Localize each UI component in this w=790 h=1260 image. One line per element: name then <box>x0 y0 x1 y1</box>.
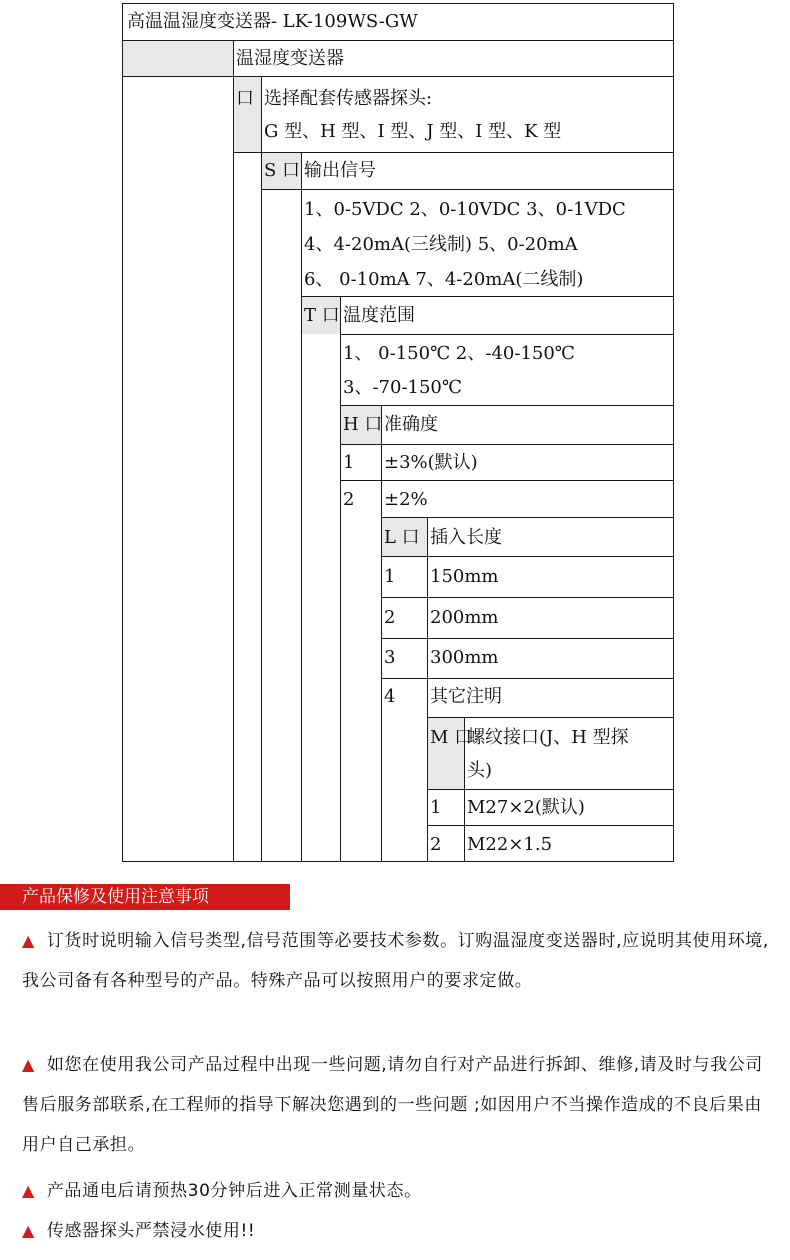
table-border <box>427 517 428 717</box>
accuracy-no: 1 <box>343 452 355 473</box>
table-border <box>381 678 674 679</box>
table-border <box>122 76 674 77</box>
warning-triangle-icon: ▲ <box>22 1055 35 1074</box>
notice-text: 传感器探头严禁浸水使用!! <box>46 1221 256 1241</box>
notice-item <box>22 921 772 1001</box>
product-title: 高温温湿度变送器- LK-109WS-GW <box>127 11 418 32</box>
temperature-option: 1、 0-150℃ 2、-40-150℃ <box>343 343 575 364</box>
length-no: 2 <box>384 607 396 628</box>
thread-label: 螺纹接口(J、H 型探 <box>467 727 629 748</box>
table-border <box>340 444 674 445</box>
table-border <box>301 189 302 861</box>
length-code: L 口 <box>384 527 420 548</box>
notice-text: 如您在使用我公司产品过程中出现一些问题,请勿自行对产品进行拆卸、维修,请及时与我公司售后服务部联系,在工程师的指导下解决您遇到的一些问题 ;如因用户不当操作造成的不良后果由用户自己承担。 <box>22 1055 763 1155</box>
accuracy-no: 2 <box>343 489 355 510</box>
signal-option: 6、 0-10mA 7、4-20mA(二线制) <box>304 269 584 290</box>
length-label: 插入长度 <box>430 527 502 548</box>
thread-value: M22×1.5 <box>467 834 553 855</box>
length-value: 200mm <box>430 607 499 628</box>
thread-value: M27×2(默认) <box>467 797 585 818</box>
table-border <box>301 152 302 189</box>
category-label: 温湿度变送器 <box>236 48 344 69</box>
table-border <box>301 296 674 297</box>
table-border <box>340 334 674 335</box>
length-no: 3 <box>384 647 396 668</box>
length-value: 其它注明 <box>430 686 502 707</box>
length-no: 4 <box>384 686 396 707</box>
table-border <box>340 405 674 406</box>
accuracy-value: ±2% <box>384 489 428 510</box>
notice-text: 订货时说明输入信号类型,信号范围等必要技术参数。订购温湿度变送器时,应说明其使用环境,我公司备有各种型号的产品。特殊产品可以按照用户的要求定做。 <box>22 931 769 991</box>
temperature-option: 3、-70-150℃ <box>343 377 463 398</box>
thread-code: M 口 <box>430 727 473 748</box>
table-border <box>381 517 674 518</box>
warning-triangle-icon: ▲ <box>22 931 35 950</box>
warning-triangle-icon: ▲ <box>22 1181 35 1200</box>
table-border <box>340 334 341 861</box>
notice-text: 产品通电后请预热30分钟后进入正常测量状态。 <box>46 1181 422 1201</box>
table-border <box>261 152 262 861</box>
probe-code: 口 <box>236 88 254 109</box>
notice-item <box>22 1211 772 1251</box>
signal-code: S 口 <box>264 160 301 181</box>
probe-options: G 型、H 型、I 型、J 型、I 型、K 型 <box>264 121 562 142</box>
shade-cell <box>123 40 233 76</box>
length-no: 1 <box>384 566 396 587</box>
table-border <box>122 3 123 861</box>
thread-no: 1 <box>430 797 442 818</box>
table-border <box>261 77 262 152</box>
signal-option: 1、0-5VDC 2、0-10VDC 3、0-1VDC <box>304 199 626 220</box>
temperature-label: 温度范围 <box>343 305 415 326</box>
table-border <box>381 556 674 557</box>
table-border <box>427 717 674 718</box>
table-border <box>340 296 341 334</box>
table-border <box>340 480 674 481</box>
table-border <box>122 3 674 4</box>
accuracy-value: ±3%(默认) <box>384 452 478 473</box>
notice-heading: 产品保修及使用注意事项 <box>0 884 290 910</box>
thread-no: 2 <box>430 834 442 855</box>
table-border <box>122 40 674 41</box>
thread-label-cont: 头) <box>467 760 493 781</box>
table-border <box>673 3 674 861</box>
table-border <box>381 517 382 861</box>
table-border <box>233 152 674 153</box>
length-value: 150mm <box>430 566 499 587</box>
table-border <box>261 189 674 190</box>
table-border <box>233 40 234 861</box>
table-border <box>122 861 674 862</box>
accuracy-label: 准确度 <box>384 414 438 435</box>
probe-label: 选择配套传感器探头: <box>264 88 433 109</box>
table-border <box>381 638 674 639</box>
warning-triangle-icon: ▲ <box>22 1221 35 1240</box>
notice-item <box>22 1171 772 1211</box>
signal-label: 输出信号 <box>304 160 376 181</box>
table-border <box>427 789 674 790</box>
temperature-code: T 口 <box>304 305 340 326</box>
notice-item <box>22 1045 772 1165</box>
signal-option: 4、4-20mA(三线制) 5、0-20mA <box>304 234 578 255</box>
accuracy-code: H 口 <box>343 414 383 435</box>
length-value: 300mm <box>430 647 499 668</box>
table-border <box>427 825 674 826</box>
table-border <box>381 597 674 598</box>
